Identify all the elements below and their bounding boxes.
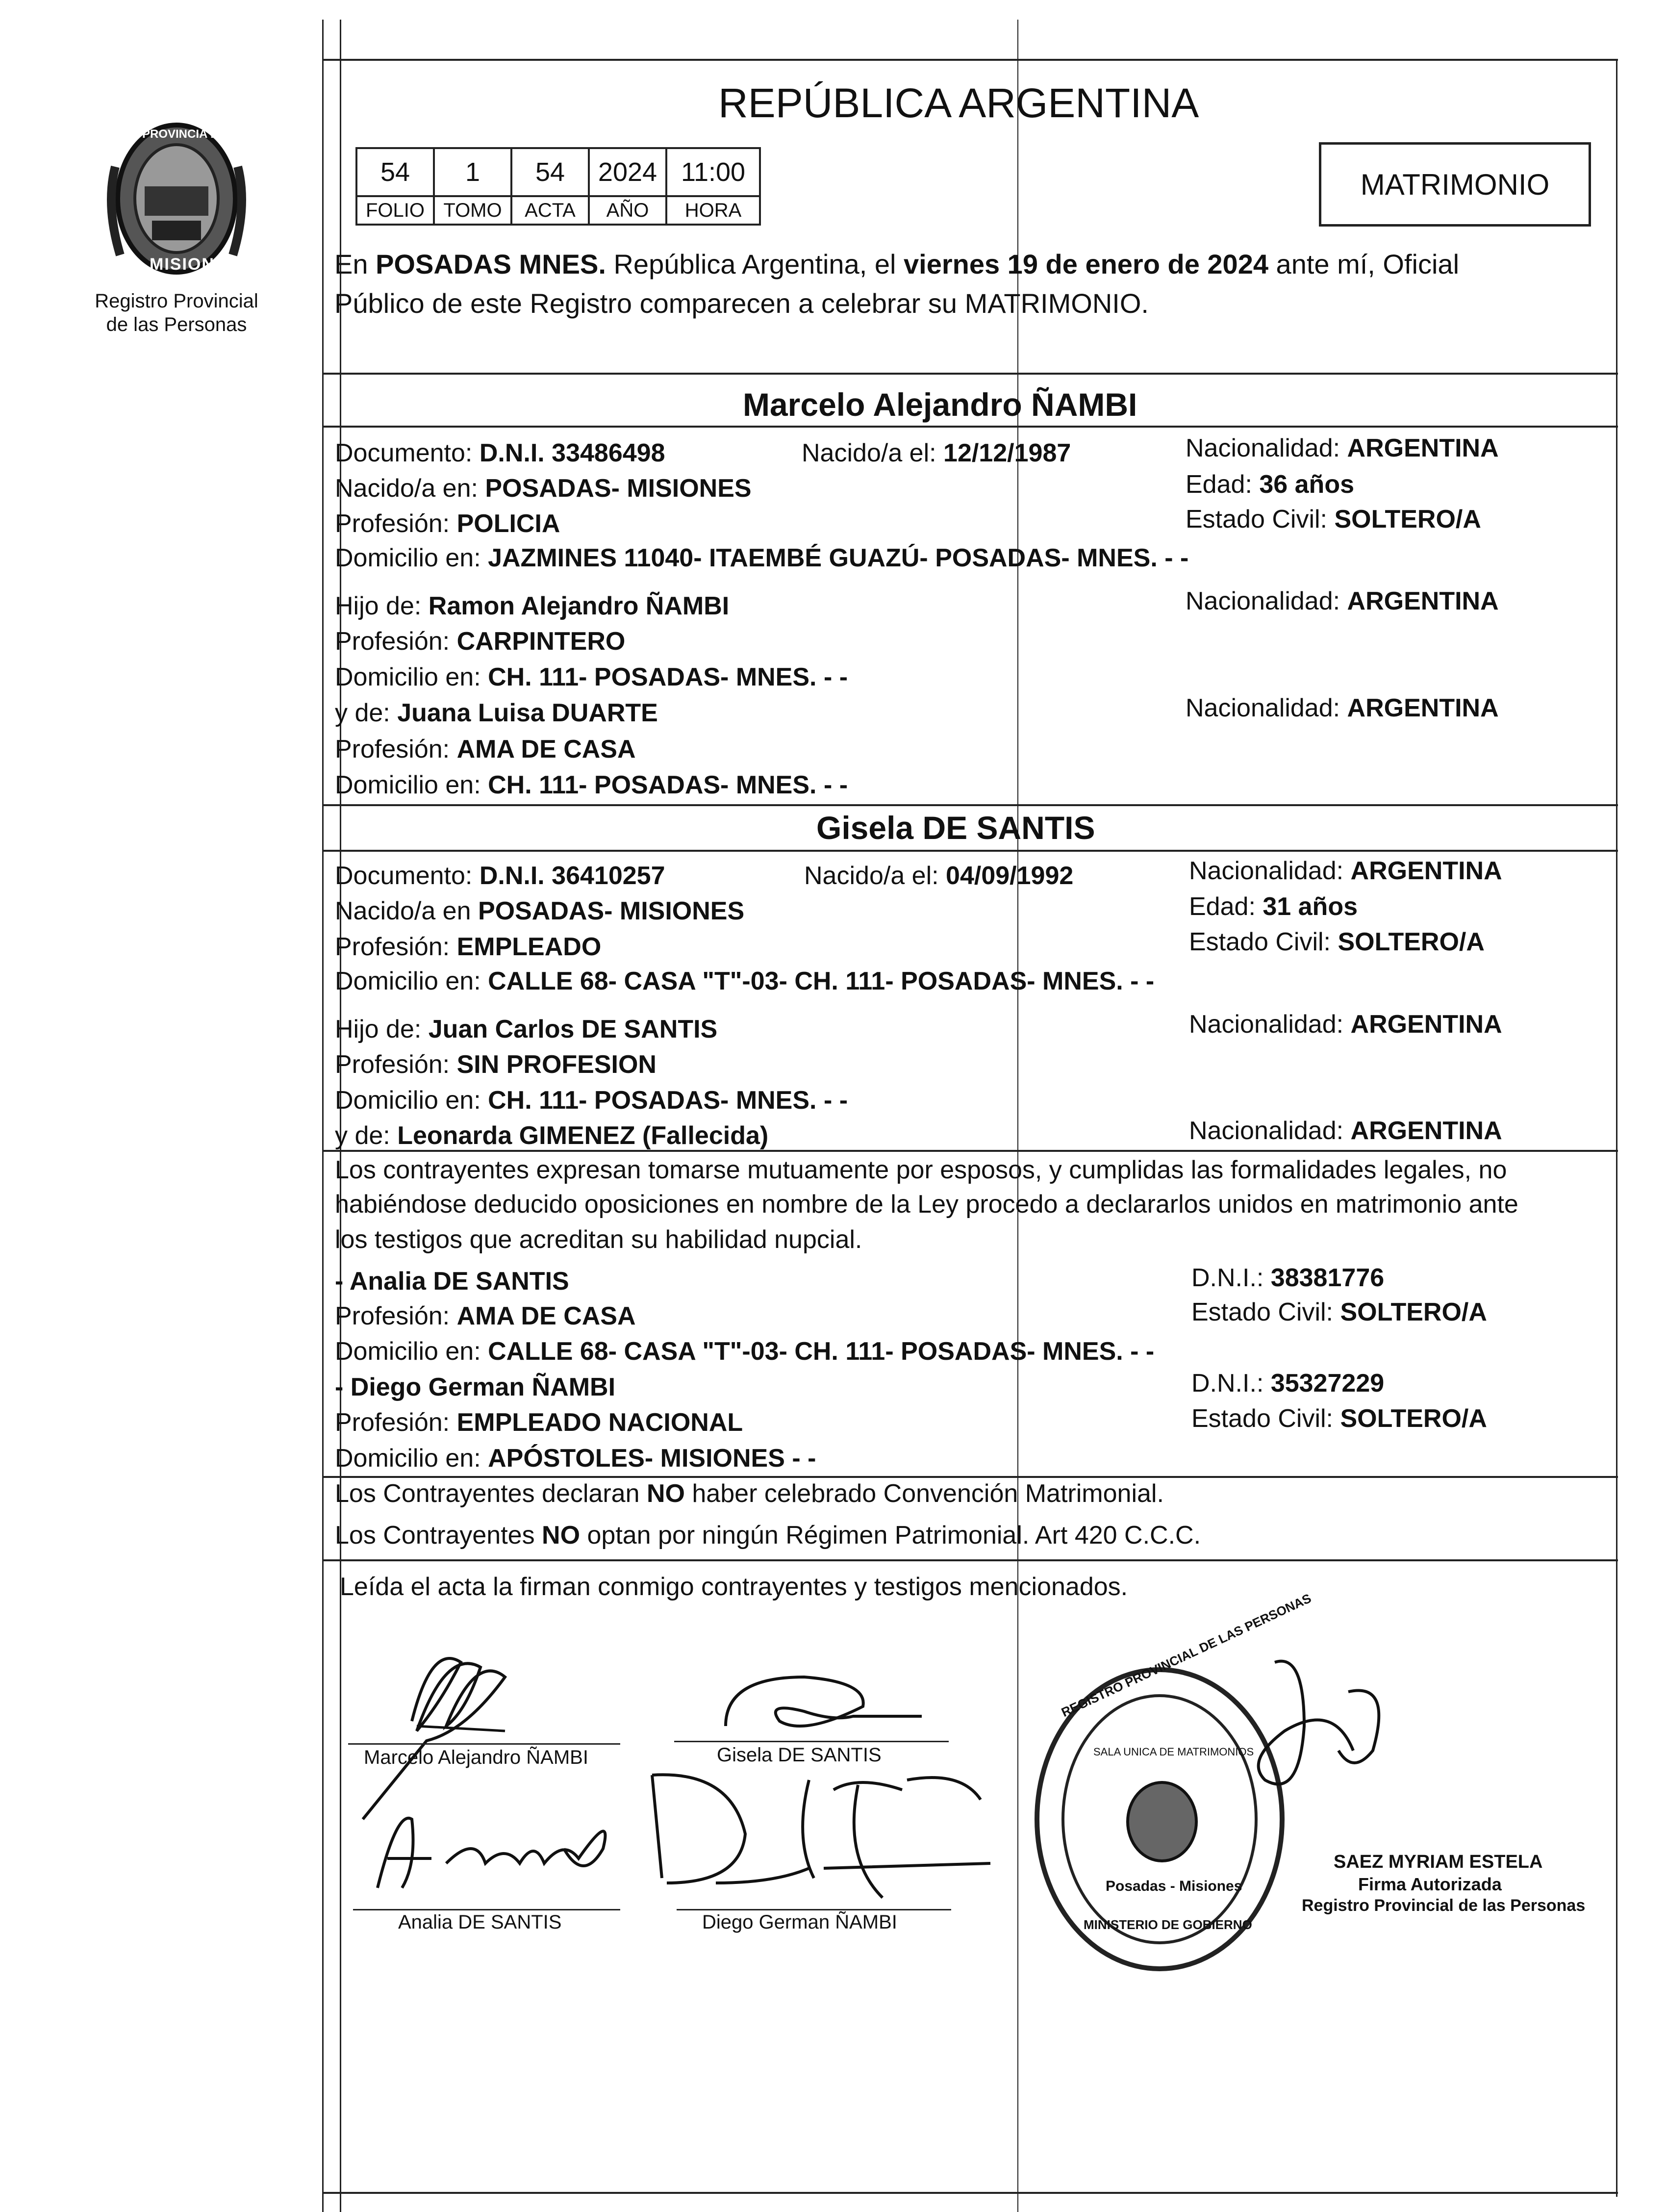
spouse1-birthplace: Nacido/a en: POSADAS- MISIONES: [335, 474, 752, 503]
spouse2-profession: Profesión: EMPLEADO: [335, 933, 602, 961]
declaration-line-3: los testigos que acreditan su habilidad nupcial.: [335, 1225, 862, 1254]
spouse2-mother-nationality: Nacionalidad: ARGENTINA: [1189, 1117, 1502, 1145]
spouse1-mother: y de: Juana Luisa DUARTE: [335, 699, 658, 727]
frame-top: [324, 59, 1618, 61]
intro-text: En: [334, 249, 376, 280]
intro-date: viernes 19 de enero de 2024: [903, 249, 1268, 280]
spouse2-name: Gisela DE SANTIS: [816, 810, 1095, 846]
witness2-address: Domicilio en: APÓSTOLES- MISIONES - -: [335, 1444, 816, 1473]
divider: [324, 1476, 1618, 1478]
registry-name-line2: de las Personas: [106, 314, 247, 335]
divider: [324, 850, 1618, 852]
signature-diego: [647, 1770, 1000, 1917]
spouse1-civil-status: Estado Civil: SOLTERO/A: [1186, 505, 1481, 534]
witness2-profession: Profesión: EMPLEADO NACIONAL: [335, 1408, 743, 1437]
registry-logo: [96, 108, 257, 284]
spouse2-civil-status: Estado Civil: SOLTERO/A: [1189, 928, 1485, 956]
anio-value: 2024: [589, 148, 666, 196]
hora-value: 11:00: [666, 148, 760, 196]
spouse1-father-address: Domicilio en: CH. 111- POSADAS- MNES. - -: [335, 663, 848, 691]
spouse1-mother-profession: Profesión: AMA DE CASA: [335, 735, 636, 763]
spouse2-father-profession: Profesión: SIN PROFESION: [335, 1050, 657, 1079]
witness2-name: - Diego German ÑAMBI: [335, 1373, 616, 1401]
witness2-civil-status: Estado Civil: SOLTERO/A: [1191, 1404, 1487, 1433]
signature-label-2: Gisela DE SANTIS: [717, 1744, 882, 1766]
spouse2-born-date: Nacido/a el: 04/09/1992: [804, 862, 1074, 890]
official-office: Registro Provincial de las Personas: [1302, 1896, 1586, 1915]
declaration-line-1: Los contrayentes expresan tomarse mutuamente por esposos, y cumplidas las formalidades legales, no: [335, 1156, 1507, 1184]
spouse1-born-date: Nacido/a el: 12/12/1987: [802, 439, 1071, 467]
hora-label: HORA: [666, 196, 760, 225]
seal-inner-text: SALA UNICA DE MATRIMONIOS: [1093, 1746, 1254, 1758]
folio-value: 54: [356, 148, 434, 196]
anio-label: AÑO: [589, 196, 666, 225]
witness1-profession: Profesión: AMA DE CASA: [335, 1302, 636, 1330]
tomo-value: 1: [434, 148, 511, 196]
intro-text: ante mí, Oficial: [1268, 249, 1460, 280]
spouse2-age: Edad: 31 años: [1189, 892, 1358, 921]
signature-line: [353, 1909, 620, 1910]
seal-emblem-icon: [1120, 1780, 1204, 1863]
doc-type-label: MATRIMONIO: [1360, 168, 1550, 201]
spouse2-birthplace: Nacido/a en POSADAS- MISIONES: [335, 897, 745, 925]
witness1-dni: D.N.I.: 38381776: [1191, 1264, 1385, 1292]
signature-line: [674, 1741, 949, 1742]
convention-statement: Los Contrayentes declaran NO haber celebrado Convención Matrimonial.: [335, 1479, 1164, 1508]
signature-analia: [358, 1790, 632, 1898]
spouse1-mother-address: Domicilio en: CH. 111- POSADAS- MNES. - -: [335, 771, 848, 799]
signature-label-4: Diego German ÑAMBI: [702, 1911, 897, 1933]
doc-type-box: [1319, 142, 1591, 227]
acta-label: ACTA: [511, 196, 589, 225]
seal-bottom-text: MINISTERIO DE GOBIERNO: [1084, 1917, 1252, 1932]
divider: [324, 804, 1618, 806]
signature-label-3: Analia DE SANTIS: [398, 1911, 562, 1933]
signature-gisela: [706, 1667, 932, 1751]
intro-line-2: Público de este Registro comparecen a celebrar su MATRIMONIO.: [334, 288, 1149, 319]
signature-label-1: Marcelo Alejandro ÑAMBI: [364, 1747, 588, 1768]
witness1-address: Domicilio en: CALLE 68- CASA "T"-03- CH. 111- POSADAS- MNES. - -: [335, 1337, 1155, 1366]
intro-text: República Argentina, el: [606, 249, 904, 280]
divider: [324, 1150, 1618, 1152]
tomo-label: TOMO: [434, 196, 511, 225]
frame-bottom: [324, 2192, 1618, 2194]
spouse1-father: Hijo de: Ramon Alejandro ÑAMBI: [335, 592, 730, 620]
spouse1-document: Documento: D.N.I. 33486498: [335, 439, 665, 467]
seal-city: Posadas - Misiones: [1106, 1878, 1242, 1894]
spouse1-profession: Profesión: POLICIA: [335, 509, 560, 538]
spouse1-age: Edad: 36 años: [1186, 470, 1354, 499]
fold-line: [1017, 20, 1018, 2212]
signature-line: [677, 1909, 951, 1910]
spouse2-father: Hijo de: Juan Carlos DE SANTIS: [335, 1015, 718, 1043]
spouse2-father-address: Domicilio en: CH. 111- POSADAS- MNES. - -: [335, 1086, 848, 1115]
signature-line: [348, 1743, 620, 1745]
country-title: REPÚBLICA ARGENTINA: [718, 80, 1199, 126]
spouse2-address: Domicilio en: CALLE 68- CASA "T"-03- CH. 111- POSADAS- MNES. - -: [335, 967, 1155, 995]
intro-place: POSADAS MNES.: [376, 249, 606, 280]
declaration-line-2: habiéndose deducido oposiciones en nombre de la Ley procedo a declararlos unidos en matrimonio ante: [335, 1190, 1518, 1219]
witness2-dni: D.N.I.: 35327229: [1191, 1369, 1385, 1398]
acta-value: 54: [511, 148, 589, 196]
folio-label: FOLIO: [356, 196, 434, 225]
spouse1-father-nationality: Nacionalidad: ARGENTINA: [1186, 587, 1499, 615]
logo-text-top: PROVINCIA DE: [142, 127, 227, 141]
spouse2-mother: y de: Leonarda GIMENEZ (Fallecida): [335, 1121, 769, 1150]
logo-text-bottom: MISIONES: [150, 255, 239, 274]
spouse1-father-profession: Profesión: CARPINTERO: [335, 627, 626, 656]
frame-right: [1616, 59, 1617, 2197]
spouse2-father-nationality: Nacionalidad: ARGENTINA: [1189, 1010, 1502, 1039]
registry-name-line1: Registro Provincial: [95, 290, 258, 312]
intro-line-1: [334, 249, 1459, 280]
official-title: Firma Autorizada: [1358, 1874, 1502, 1894]
closing-statement: Leída el acta la firman conmigo contrayentes y testigos mencionados.: [340, 1573, 1128, 1601]
spouse2-nationality: Nacionalidad: ARGENTINA: [1189, 857, 1502, 885]
spouse1-nationality: Nacionalidad: ARGENTINA: [1186, 434, 1499, 462]
official-signature: [1226, 1653, 1432, 1814]
witness1-name: - Analia DE SANTIS: [335, 1267, 569, 1296]
divider: [324, 1559, 1618, 1561]
witness1-civil-status: Estado Civil: SOLTERO/A: [1191, 1298, 1487, 1326]
record-table: [355, 147, 761, 226]
patrimonial-regime-statement: Los Contrayentes NO optan por ningún Régimen Patrimonial. Art 420 C.C.C.: [335, 1521, 1201, 1550]
binding-line-outer: [322, 20, 324, 2212]
divider: [324, 426, 1618, 428]
spouse1-name: Marcelo Alejandro ÑAMBI: [743, 386, 1137, 423]
divider: [324, 373, 1618, 375]
binding-line-inner: [340, 20, 341, 2212]
official-name: SAEZ MYRIAM ESTELA: [1334, 1852, 1543, 1872]
spouse1-address: Domicilio en: JAZMINES 11040- ITAEMBÉ GUAZÚ- POSADAS- MNES. - -: [335, 544, 1189, 572]
spouse2-document: Documento: D.N.I. 36410257: [335, 862, 665, 890]
spouse1-mother-nationality: Nacionalidad: ARGENTINA: [1186, 694, 1499, 722]
seal-outer-text: REGISTRO PROVINCIAL DE LAS PERSONAS: [1059, 1590, 1313, 1720]
